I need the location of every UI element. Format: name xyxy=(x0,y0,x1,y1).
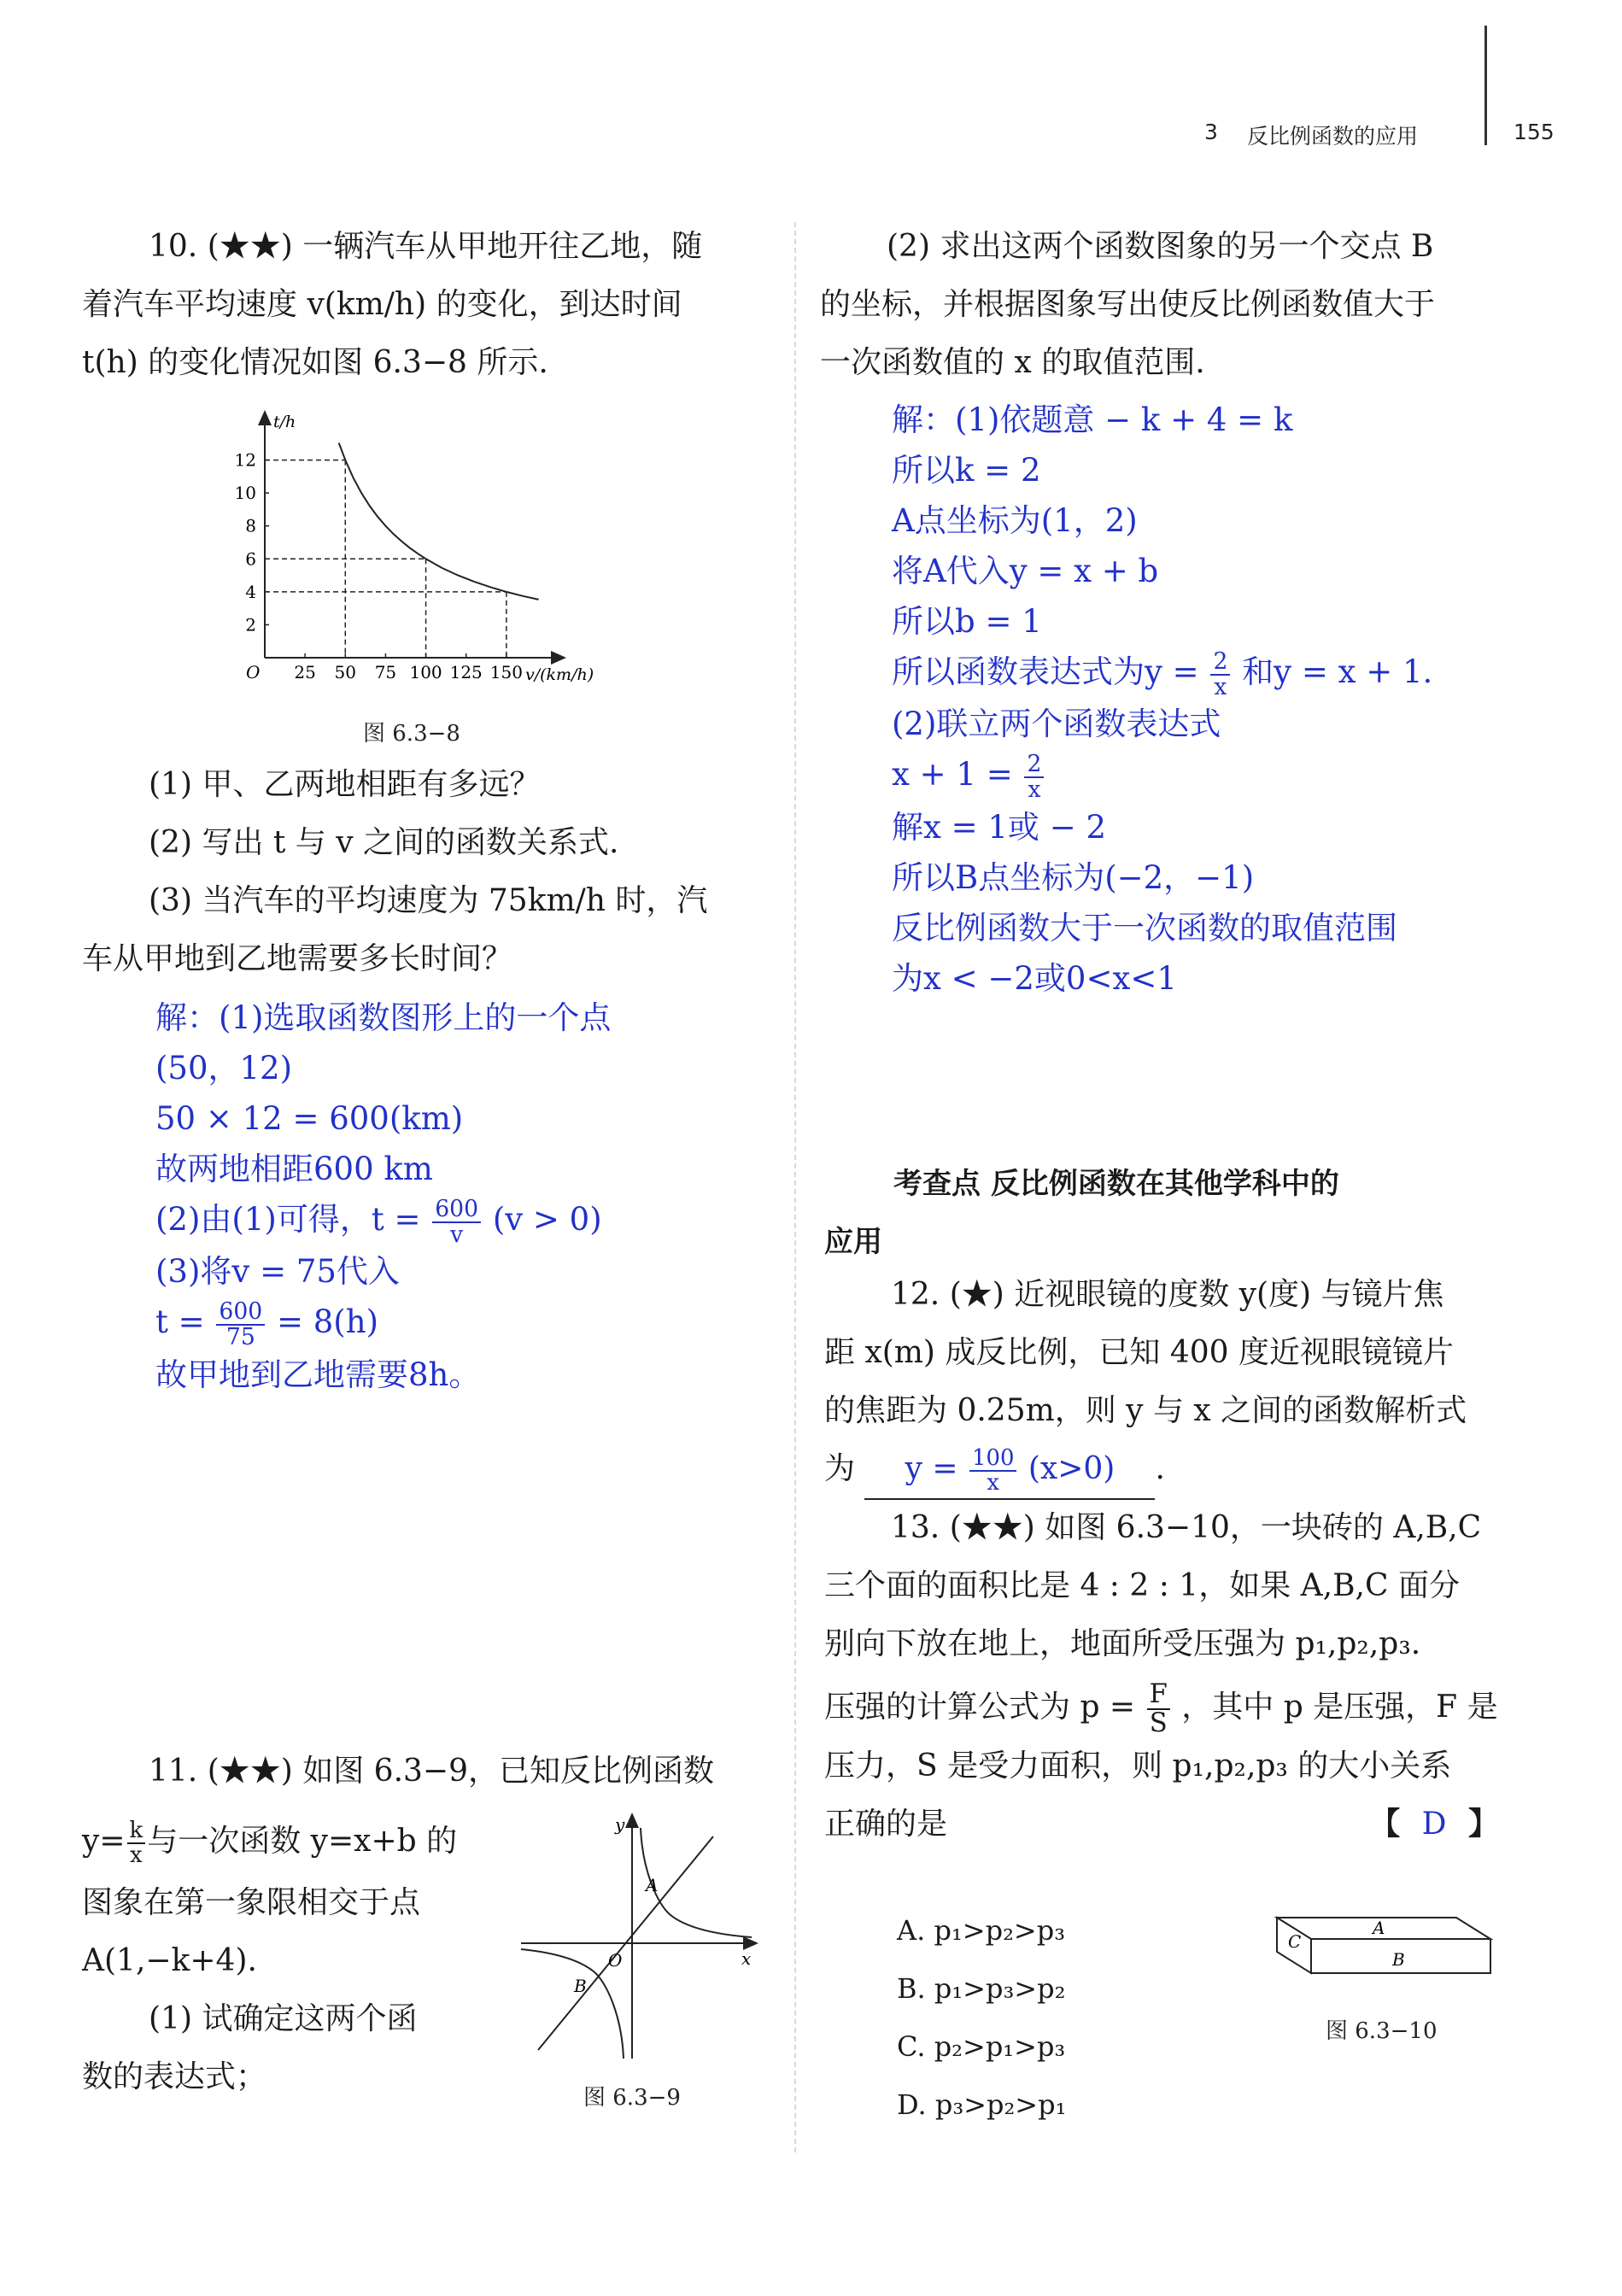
figure-6-3-8-caption: 图 6.3−8 xyxy=(363,721,460,747)
question-10 xyxy=(82,218,702,392)
option-b: B. p₁>p₃>p₂ xyxy=(897,1972,1066,2005)
q12-answer-text: (x>0) xyxy=(1028,1451,1115,1486)
q12-line: 12. (★) 近视眼镜的度数 y(度) 与镜片焦 xyxy=(891,1277,1444,1312)
q13-options xyxy=(897,1901,1066,2134)
fraction-denominator: x xyxy=(1214,673,1227,700)
section-heading: 考查点 反比例函数在其他学科中的 xyxy=(893,1167,1339,1201)
q11-answer-line: 所以k = 2 xyxy=(892,452,1041,489)
q11-answer-line: (2)联立两个函数表达式 xyxy=(892,706,1221,743)
x-tick-label: 125 xyxy=(449,662,483,682)
q10-answer-line: 故甲地到乙地需要8h。 xyxy=(155,1356,481,1393)
q11-answer-line: 将A代入y = x + b xyxy=(892,553,1159,589)
page-number: 155 xyxy=(1514,120,1555,144)
fig-label-x: x xyxy=(741,1948,752,1969)
figure-6-3-10-brick xyxy=(1273,1905,1512,1999)
q11-text: 与一次函数 y=x+b 的 xyxy=(147,1824,458,1859)
q13-line: 三个面的面积比是 4 : 2 : 1，如果 A,B,C 面分 xyxy=(824,1568,1460,1603)
q12-line: 距 x(m) 成反比例，已知 400 度近视眼镜镜片 xyxy=(824,1335,1455,1370)
q11-answer-line: 解：(1)依题意 − k + 4 = k xyxy=(892,401,1293,438)
answer-text: t = xyxy=(155,1303,205,1341)
q13-line: 压力，S 是受力面积，则 p₁,p₂,p₃ 的大小关系 xyxy=(824,1748,1452,1784)
q11-text: y= xyxy=(82,1824,126,1859)
fraction-numerator: 2 xyxy=(1210,650,1230,676)
q11b-line: (2) 求出这两个函数图象的另一个交点 B xyxy=(887,229,1434,264)
fraction-denominator: v xyxy=(450,1221,464,1248)
q13-line: 13. (★★) 如图 6.3−10，一块砖的 A,B,C xyxy=(891,1510,1482,1545)
header-divider xyxy=(1484,26,1487,145)
q11-line: 图象在第一象限相交于点 xyxy=(82,1885,421,1920)
x-tick-label: 50 xyxy=(334,662,357,682)
q10-answer-line: 解：(1)选取函数图形上的一个点 xyxy=(155,999,612,1036)
q10-line: t(h) 的变化情况如图 6.3−8 所示. xyxy=(82,345,548,380)
fraction xyxy=(1147,1678,1170,1738)
q10-answer-line: 故两地相距600 km xyxy=(155,1151,433,1187)
q11-answer-line xyxy=(892,647,1432,699)
y-tick-label: 10 xyxy=(234,483,256,504)
q10-sub-1: (1) 甲、乙两地相距有多远？ xyxy=(149,767,541,802)
q10-sub-3: (3) 当汽车的平均速度为 75km/h 时，汽 xyxy=(149,883,708,918)
fraction xyxy=(1024,753,1044,802)
fraction-numerator: k xyxy=(127,1819,146,1844)
q11-answer-line: 为x < −2或0<x<1 xyxy=(892,959,1177,997)
x-tick-label: 100 xyxy=(409,662,442,682)
x-tick-label: 150 xyxy=(489,662,523,682)
fraction xyxy=(1210,647,1230,700)
q10-line: 10. (★★) 一辆汽车从甲地开往乙地，随 xyxy=(149,229,703,264)
question-12 xyxy=(824,1266,1467,1500)
fraction-denominator: x xyxy=(130,1842,143,1868)
q13-line xyxy=(824,1795,1499,1854)
header-chapter-title: 反比例函数的应用 xyxy=(1247,124,1419,149)
fraction xyxy=(969,1444,1016,1496)
answer-text: 和y = x + 1. xyxy=(1242,653,1433,690)
fraction xyxy=(432,1195,481,1248)
option-c: C. p₂>p₁>p₃ xyxy=(897,2030,1066,2063)
q11-answer-line: 解x = 1或 − 2 xyxy=(892,808,1106,846)
figure-6-3-9 xyxy=(512,1811,769,2067)
y-tick-label: 8 xyxy=(245,515,256,536)
brick-label-a: A xyxy=(1373,1918,1385,1938)
q13-text: 压强的计算公式为 p = xyxy=(824,1690,1136,1725)
answer-text: = 8(h) xyxy=(277,1303,379,1341)
q13-line: 别向下放在地上，地面所受压强为 p₁,p₂,p₃. xyxy=(824,1626,1421,1661)
answer-text: (v > 0) xyxy=(492,1201,602,1238)
option-a: A. p₁>p₂>p₃ xyxy=(897,1914,1066,1947)
q13-answer: D xyxy=(1421,1807,1447,1842)
answer-text: (2)由(1)可得，t = xyxy=(155,1201,421,1238)
fig-label-b: B xyxy=(574,1976,587,1996)
fraction-numerator: F xyxy=(1147,1681,1170,1710)
fraction-denominator: S xyxy=(1149,1708,1168,1738)
x-axis-label: v/(km/h) xyxy=(525,665,594,684)
q10-subquestions xyxy=(82,756,707,988)
q10-answer-line xyxy=(155,1297,611,1349)
fraction-numerator: 2 xyxy=(1024,753,1044,778)
fig-label-origin: O xyxy=(608,1950,623,1971)
origin-label: O xyxy=(246,662,261,682)
question-13 xyxy=(824,1499,1499,1854)
q11-part-2 xyxy=(820,218,1435,392)
q10-answer-line: (3)将v = 75代入 xyxy=(155,1253,400,1291)
figure-6-3-8-chart xyxy=(218,410,594,692)
q11-answer-line: 所以b = 1 xyxy=(892,603,1042,640)
q12-line xyxy=(824,1440,1467,1500)
brick-label-b: B xyxy=(1392,1949,1405,1970)
q10-sub-2: (2) 写出 t 与 v 之间的函数关系式. xyxy=(149,825,619,860)
fraction-numerator: 600 xyxy=(432,1198,481,1223)
q11-answer-line: A点坐标为(1，2) xyxy=(892,502,1138,539)
q12-line: 的焦距为 0.25m，则 y 与 x 之间的函数解析式 xyxy=(824,1393,1467,1428)
q11-answer xyxy=(892,395,1432,1004)
answer-text: x + 1 = xyxy=(892,756,1013,794)
q10-answer-line xyxy=(155,1194,611,1246)
y-tick-label: 4 xyxy=(245,581,256,602)
fraction-denominator: x xyxy=(1028,776,1041,803)
q13-answer-bracket xyxy=(1369,1795,1499,1854)
q10-answer-line: 50 × 12 = 600(km) xyxy=(155,1100,464,1137)
q11-line: 数的表达式； xyxy=(82,2059,267,2094)
q11b-line: 一次函数值的 x 的取值范围. xyxy=(820,345,1205,380)
fraction-denominator: 75 xyxy=(225,1323,255,1350)
x-tick-label: 25 xyxy=(294,662,316,682)
x-tick-label: 75 xyxy=(374,662,397,682)
fraction xyxy=(216,1300,265,1350)
q11-line: (1) 试确定这两个函 xyxy=(149,2001,418,2036)
figure-6-3-10-caption: 图 6.3−10 xyxy=(1326,2018,1438,2044)
header-section-number: 3 xyxy=(1204,120,1218,144)
q13-text: 正确的是 xyxy=(824,1807,948,1842)
option-d: D. p₃>p₂>p₁ xyxy=(897,2088,1067,2121)
y-tick-label: 6 xyxy=(245,548,256,570)
q10-line: 着汽车平均速度 v(km/h) 的变化，到达时间 xyxy=(82,287,682,322)
q12-answer-text: y = xyxy=(905,1451,958,1486)
q11-answer-line xyxy=(892,749,1432,801)
fraction-denominator: x xyxy=(987,1470,1000,1496)
q11-answer-line: 所以B点坐标为(−2，−1) xyxy=(892,858,1255,896)
curve-t-vs-v xyxy=(339,443,539,600)
q11-line: A(1,−k+4). xyxy=(82,1943,257,1978)
q12-text: 为 xyxy=(824,1451,856,1486)
q12-text: . xyxy=(1155,1451,1165,1486)
fraction-numerator: 600 xyxy=(216,1300,265,1326)
figure-6-3-9-caption: 图 6.3−9 xyxy=(583,2085,681,2111)
q13-text: ，其中 p 是压强，F 是 xyxy=(1181,1690,1498,1725)
y-axis-label: t/h xyxy=(273,413,296,431)
answer-text: 所以函数表达式为y = xyxy=(892,653,1199,690)
section-heading-cont: 应用 xyxy=(824,1225,882,1259)
fraction xyxy=(127,1819,146,1867)
fig-label-a: A xyxy=(646,1875,659,1895)
y-tick-label: 2 xyxy=(245,614,256,636)
fig-label-y: y xyxy=(615,1814,625,1835)
q10-sub-3-cont: 车从甲地到乙地需要多长时间？ xyxy=(82,941,513,976)
y-tick-label: 12 xyxy=(234,449,256,471)
column-divider xyxy=(794,222,796,2152)
fraction-numerator: 100 xyxy=(969,1447,1016,1472)
q11-line: 11. (★★) 如图 6.3−9，已知反比例函数 xyxy=(149,1754,714,1789)
q13-line xyxy=(824,1678,1499,1737)
brick-label-c: C xyxy=(1288,1931,1302,1952)
q10-answer-line: (50，12) xyxy=(155,1050,293,1086)
bracket-right: 】 xyxy=(1467,1807,1499,1842)
bracket-left: 【 xyxy=(1369,1807,1401,1842)
q10-answer xyxy=(155,993,611,1400)
q12-answer-blank xyxy=(864,1440,1155,1500)
q11b-line: 的坐标，并根据图象写出使反比例函数值大于 xyxy=(820,287,1436,322)
q11-answer-line: 反比例函数大于一次函数的取值范围 xyxy=(892,909,1397,946)
